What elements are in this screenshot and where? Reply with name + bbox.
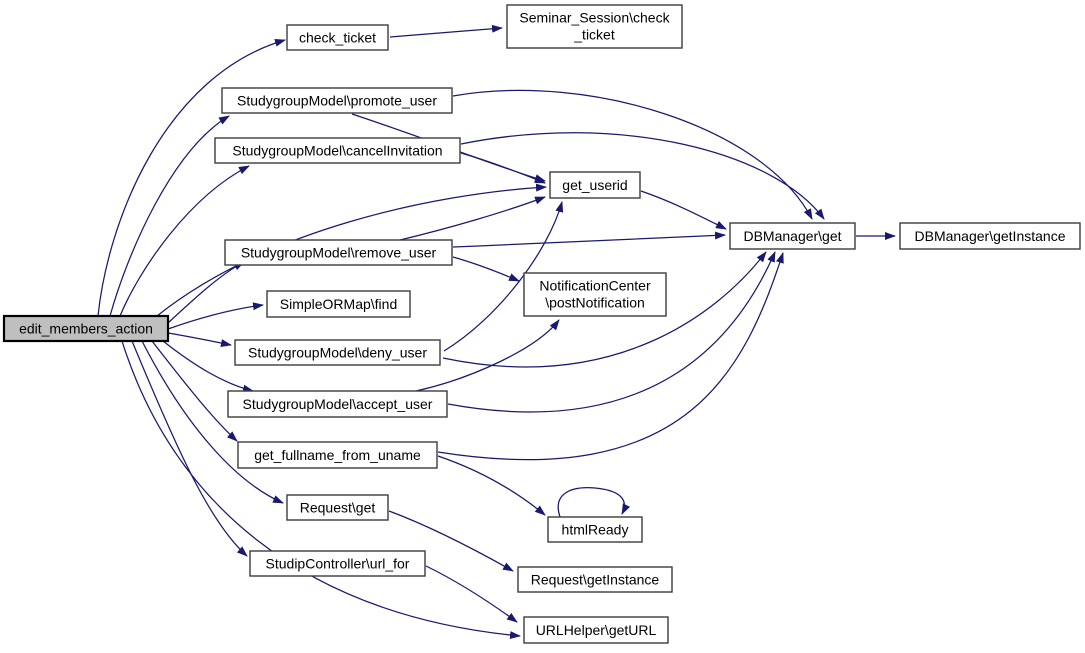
node-studygroupmodel_accept_user[interactable] (228, 391, 447, 417)
edge-edit_members_action-to-urlhelper_geturl (122, 341, 520, 636)
edge-edit_members_action-to-studygroupmodel_deny_user (168, 333, 231, 345)
node-check_ticket[interactable] (287, 25, 388, 50)
node-htmlready[interactable] (548, 517, 642, 542)
node-layer (4, 5, 1080, 643)
edge-studygroupmodel_promote_user-to-dbmanager_get (453, 90, 812, 219)
node-studygroupmodel_promote_user[interactable] (222, 88, 452, 113)
edge-check_ticket-to-seminar_session_check_ticket (390, 28, 502, 37)
node-studipcontroller_url_for[interactable] (250, 551, 425, 576)
edge-edit_members_action-to-studygroupmodel_remove_user (168, 262, 244, 323)
node-studygroupmodel_deny_user[interactable] (235, 340, 440, 365)
edge-studipcontroller_url_for-to-urlhelper_geturl (426, 566, 517, 622)
edge-studygroupmodel_remove_user-to-notificationcenter_postnotification (453, 257, 519, 281)
edge-edit_members_action-to-check_ticket (98, 40, 285, 316)
node-dbmanager_get[interactable] (730, 223, 855, 249)
node-label-studygroupmodel_accept_user: StudygroupModel\accept_user (242, 396, 433, 412)
node-label-dbmanager_get: DBManager\get (743, 228, 842, 244)
node-label-studygroupmodel_remove_user: StudygroupModel\remove_user (240, 244, 437, 261)
edge-get_fullname_from_uname-to-htmlready (438, 456, 545, 515)
node-label-urlhelper_geturl: URLHelper\getURL (535, 622, 657, 638)
edge-studygroupmodel_cancelinvitation-to-dbmanager_get (461, 133, 824, 219)
node-label-seminar_session_check_ticket-line1: Seminar_Session\check (519, 9, 670, 26)
node-simpleormap_find[interactable] (267, 291, 410, 317)
edge-edit_members_action-to-studipcontroller_url_for (132, 341, 247, 556)
node-dbmanager_getinstance[interactable] (900, 223, 1080, 249)
edge-get_userid-to-dbmanager_get (641, 191, 726, 229)
node-urlhelper_geturl[interactable] (524, 617, 668, 643)
node-label-get_fullname_from_uname: get_fullname_from_uname (254, 447, 421, 463)
node-label-dbmanager_getinstance: DBManager\getInstance (914, 228, 1066, 244)
node-label-studygroupmodel_cancelinvitation: StudygroupModel\cancelInvitation (232, 142, 443, 159)
node-label-notificationcenter_postnotification-line2: \postNotification (545, 294, 645, 311)
edge-edit_members_action-to-studygroupmodel_promote_user (110, 116, 229, 316)
node-request_get[interactable] (287, 495, 388, 520)
node-edit_members_action[interactable] (4, 316, 168, 341)
node-label-request_getinstance: Request\getInstance (530, 571, 660, 588)
node-studygroupmodel_remove_user[interactable] (225, 240, 452, 265)
node-seminar_session_check_ticket[interactable] (507, 5, 682, 48)
node-label-studygroupmodel_deny_user: StudygroupModel\deny_user (247, 344, 428, 361)
node-label-htmlready: htmlReady (561, 521, 629, 538)
edge-studygroupmodel_cancelinvitation-to-get_userid (461, 153, 545, 183)
node-label-seminar_session_check_ticket-line2: _ticket (574, 26, 615, 43)
node-label-get_userid: get_userid (562, 177, 628, 193)
edge-studygroupmodel_remove_user-to-dbmanager_get (453, 235, 725, 247)
edge-edit_members_action-to-simpleormap_find (168, 305, 263, 329)
node-notificationcenter_postnotification[interactable] (524, 273, 666, 316)
node-label-simpleormap_find: SimpleORMap\find (279, 296, 398, 312)
node-request_getinstance[interactable] (518, 567, 672, 592)
node-label-studipcontroller_url_for: StudipController\url_for (265, 555, 410, 572)
node-get_fullname_from_uname[interactable] (238, 442, 437, 468)
node-label-notificationcenter_postnotification-line1: NotificationCenter (539, 277, 651, 294)
node-label-edit_members_action: edit_members_action (19, 320, 153, 337)
node-label-studygroupmodel_promote_user: StudygroupModel\promote_user (236, 92, 438, 109)
node-get_userid[interactable] (550, 172, 640, 198)
edge-layer (98, 28, 895, 636)
node-label-check_ticket: check_ticket (298, 29, 377, 46)
node-label-request_get: Request\get (299, 499, 376, 516)
edge-htmlready-to-htmlready (558, 488, 624, 517)
node-studygroupmodel_cancelinvitation[interactable] (215, 138, 460, 163)
